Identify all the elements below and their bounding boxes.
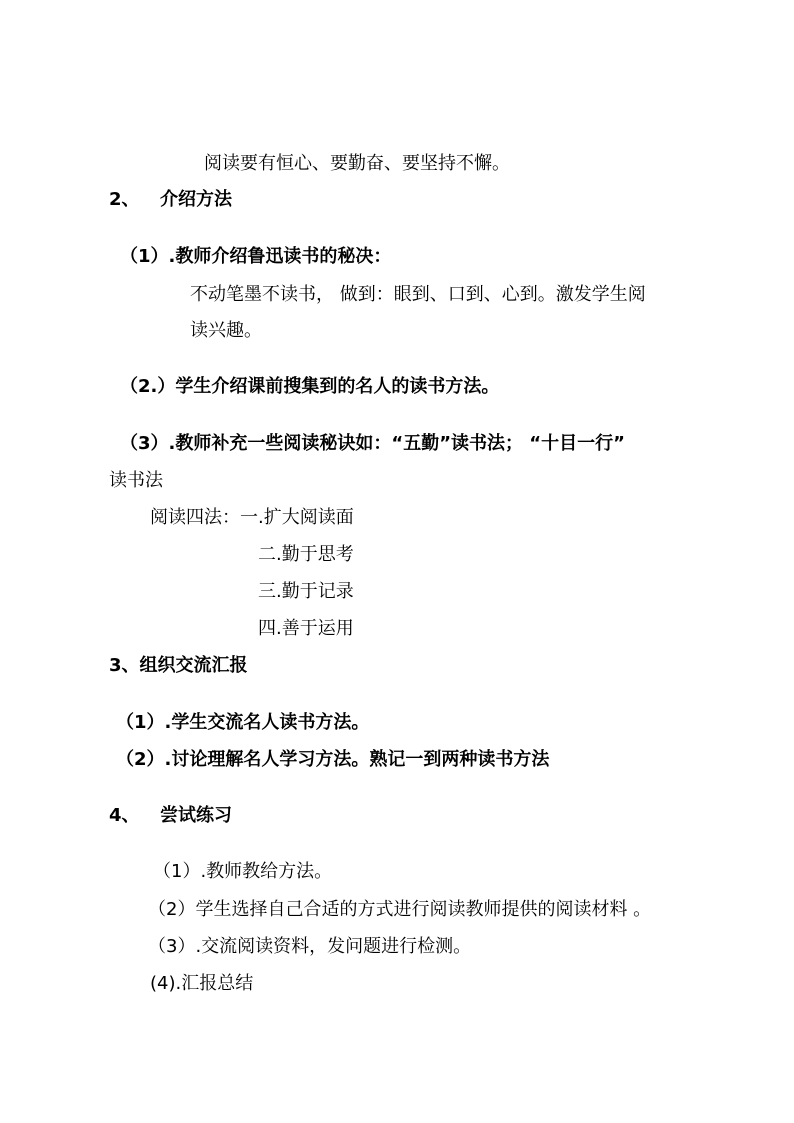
item-students-choose-way: （2）学生选择自己合适的方式进行阅读教师提供的阅读材料 。 xyxy=(148,899,652,920)
text-line-reading-method: 读书法 xyxy=(109,470,163,491)
item-teacher-supplements: （3）.教师补充一些阅读秘诀如：“五勤”读书法； “十目一行” xyxy=(120,433,625,454)
section-number-4: 4、 xyxy=(109,805,140,826)
list-four-methods-3: 三.勤于记录 xyxy=(258,581,354,602)
item-students-introduce-methods: （2.）学生介绍课前搜集到的名人的读书方法。 xyxy=(120,376,500,397)
item-report-summary: (4).汇报总结 xyxy=(150,973,254,994)
item-students-exchange: （1）.学生交流名人读书方法。 xyxy=(116,712,370,733)
list-four-methods-4: 四.善于运用 xyxy=(258,618,354,639)
section-number-2: 2、 xyxy=(109,189,140,210)
text-line-perseverance: 阅读要有恒心、要勤奋、要坚持不懈。 xyxy=(204,153,510,174)
section-heading-introduce-methods: 介绍方法 xyxy=(160,189,232,210)
list-four-methods-1: 阅读四法：一.扩大阅读面 xyxy=(150,507,354,528)
item-teacher-introduces-luxun: （1）.教师介绍鲁迅读书的秘决： xyxy=(120,246,392,267)
list-four-methods-2: 二.勤于思考 xyxy=(258,544,354,565)
text-line-luxun-method: 不动笔墨不读书， 做到：眼到、口到、心到。激发学生阅 xyxy=(190,284,646,305)
item-exchange-materials: （3）.交流阅读资料，发问题进行检测。 xyxy=(148,936,472,957)
item-discuss-understand: （2）.讨论理解名人学习方法。熟记一到两种读书方法 xyxy=(116,749,550,770)
section-heading-organize-exchange: 3、组织交流汇报 xyxy=(109,655,248,676)
section-heading-try-practice: 尝试练习 xyxy=(160,805,232,826)
text-line-reading-interest: 读兴趣。 xyxy=(190,320,262,341)
item-teacher-teaches-method: （1）.教师教给方法。 xyxy=(153,861,333,882)
